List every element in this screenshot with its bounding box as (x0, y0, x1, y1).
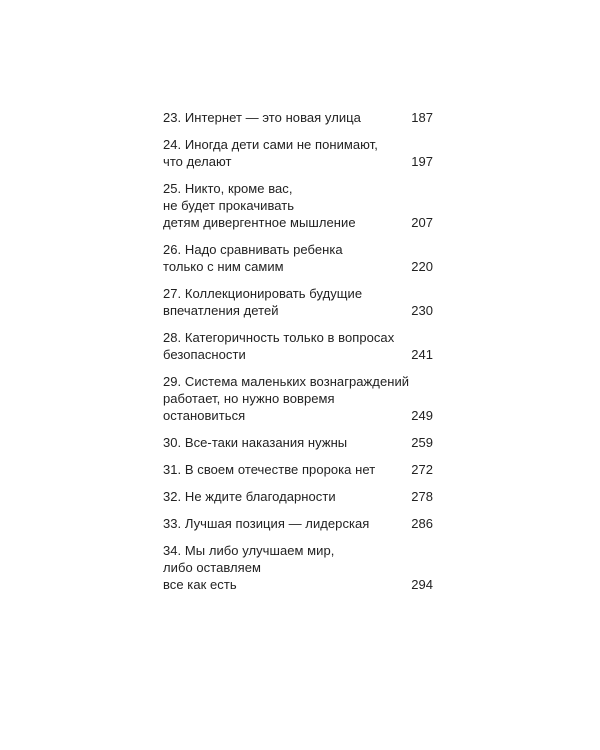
toc-entry-title-line: остановиться (163, 408, 246, 423)
toc-entry-24[interactable] (163, 136, 433, 170)
toc-entry-title-line: 25. Никто, кроме вас, (163, 181, 293, 196)
toc-entry-title-line: 27. Коллекционировать будущие (163, 286, 363, 301)
toc-entry-title-line: безопасности (163, 347, 246, 362)
toc-page-number: 187 (411, 110, 433, 125)
toc-page-number: 241 (411, 347, 433, 362)
toc-entry-title-line: не будет прокачивать (163, 198, 295, 213)
toc-entry-title-line: 29. Система маленьких вознаграждений (163, 374, 410, 389)
toc-page-number: 272 (411, 462, 433, 477)
toc-entry-title-line: 28. Категоричность только в вопросах (163, 330, 395, 345)
toc-entry-title-line: все как есть (163, 577, 237, 592)
toc-page-number: 259 (411, 435, 433, 450)
toc-page-number: 207 (411, 215, 433, 230)
toc-page-number: 249 (411, 408, 433, 423)
toc-entry-25[interactable] (163, 180, 433, 231)
toc-page-number: 197 (411, 154, 433, 169)
toc-page-number: 220 (411, 259, 433, 274)
toc-entry-23[interactable] (163, 109, 433, 126)
toc-entry-title-line: работает, но нужно вовремя (163, 391, 335, 406)
toc-entry-32[interactable] (163, 488, 433, 505)
toc-entry-26[interactable] (163, 241, 433, 275)
toc-entry-title-line: 34. Мы либо улучшаем мир, (163, 543, 335, 558)
toc-entry-title-line: впечатления детей (163, 303, 279, 318)
toc-entry-29[interactable] (163, 373, 433, 424)
toc-entry-title-line: 23. Интернет — это новая улица (163, 110, 361, 125)
toc-page-number: 294 (411, 577, 433, 592)
toc-entry-34[interactable] (163, 542, 433, 593)
toc-entry-title-line: 26. Надо сравнивать ребенка (163, 242, 343, 257)
toc-entry-title-line: 33. Лучшая позиция — лидерская (163, 516, 370, 531)
toc-entry-title-line: что делают (163, 154, 232, 169)
toc-entry-title-line: 32. Не ждите благодарности (163, 489, 336, 504)
toc-entry-30[interactable] (163, 434, 433, 451)
toc-entry-27[interactable] (163, 285, 433, 319)
toc-page-number: 230 (411, 303, 433, 318)
toc-entry-title-line: детям дивергентное мышление (163, 215, 356, 230)
toc-entry-31[interactable] (163, 461, 433, 478)
toc-page-number: 286 (411, 516, 433, 531)
toc-entry-title-line: 24. Иногда дети сами не понимают, (163, 137, 378, 152)
toc-entry-title-line: либо оставляем (163, 560, 262, 575)
toc-entry-28[interactable] (163, 329, 433, 363)
toc-entry-33[interactable] (163, 515, 433, 532)
toc-entry-title-line: только с ним самим (163, 259, 284, 274)
toc-entry-title-line: 30. Все-таки наказания нужны (163, 435, 348, 450)
table-of-contents (163, 109, 433, 603)
toc-page-number: 278 (411, 489, 433, 504)
toc-entry-title-line: 31. В своем отечестве пророка нет (163, 462, 376, 477)
